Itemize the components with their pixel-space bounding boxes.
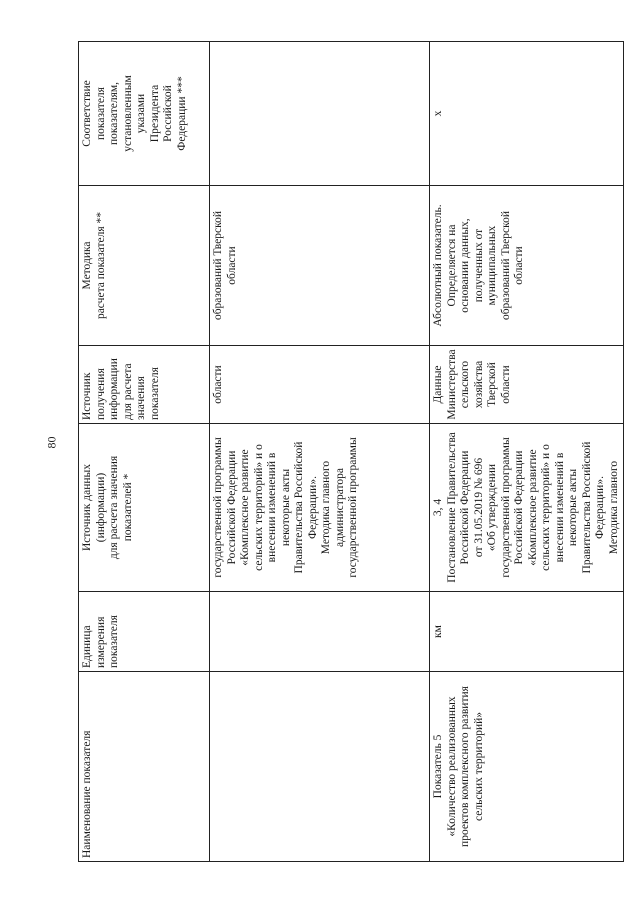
cell-method: Абсолютный показатель. Определяется на основании данных, полученных от муниципальных образований Тверской области [430, 186, 624, 346]
page-number: 80 [44, 436, 59, 449]
header-indicator-name: Наименование показателя [79, 672, 210, 862]
header-data-source: Источник данных (информации) для расчета значения показателей * [79, 424, 210, 592]
cell-info-source: Данные Министерства сельского хозяйства Тверской области [430, 346, 624, 424]
table-row [430, 42, 624, 862]
header-method: Методика расчета показателя ** [79, 186, 210, 346]
cell-compliance: х [430, 42, 624, 186]
table-row [210, 42, 430, 862]
cell-name: Показатель 5 «Количество реализованных проектов комплексного развития сельских территорий» [430, 672, 624, 862]
header-info-source: Источник получения информации для расчета значения показателя [79, 346, 210, 424]
cell-data-source: 3, 4 Постановление Правительства Российской Федерации от 31.05.2019 № 696 «Об утверждении государственной программы Российской Федерации «Комплексное развитие сельских территорий» и о внесении изменений в некоторые акты Правительства Российской Федерации». Методика главного [430, 424, 624, 592]
cell-name [210, 672, 430, 862]
cell-compliance [210, 42, 430, 186]
rotated-page [78, 42, 620, 862]
indicators-table [78, 41, 624, 862]
cell-info-source: области [210, 346, 430, 424]
table-header-row [79, 42, 210, 862]
cell-method: образований Тверской области [210, 186, 430, 346]
cell-unit [210, 592, 430, 672]
header-unit: Единица измерения показателя [79, 592, 210, 672]
cell-unit: км [430, 592, 624, 672]
header-compliance: Соответствие показателя показателям, установленным указами Президента Российской Федерации *** [79, 42, 210, 186]
cell-data-source: государственной программы Российской Федерации «Комплексное развитие сельских территорий» и о внесении изменений в некоторые акты Правительства Российской Федерации». Методика главного администратора государственной программы [210, 424, 430, 592]
